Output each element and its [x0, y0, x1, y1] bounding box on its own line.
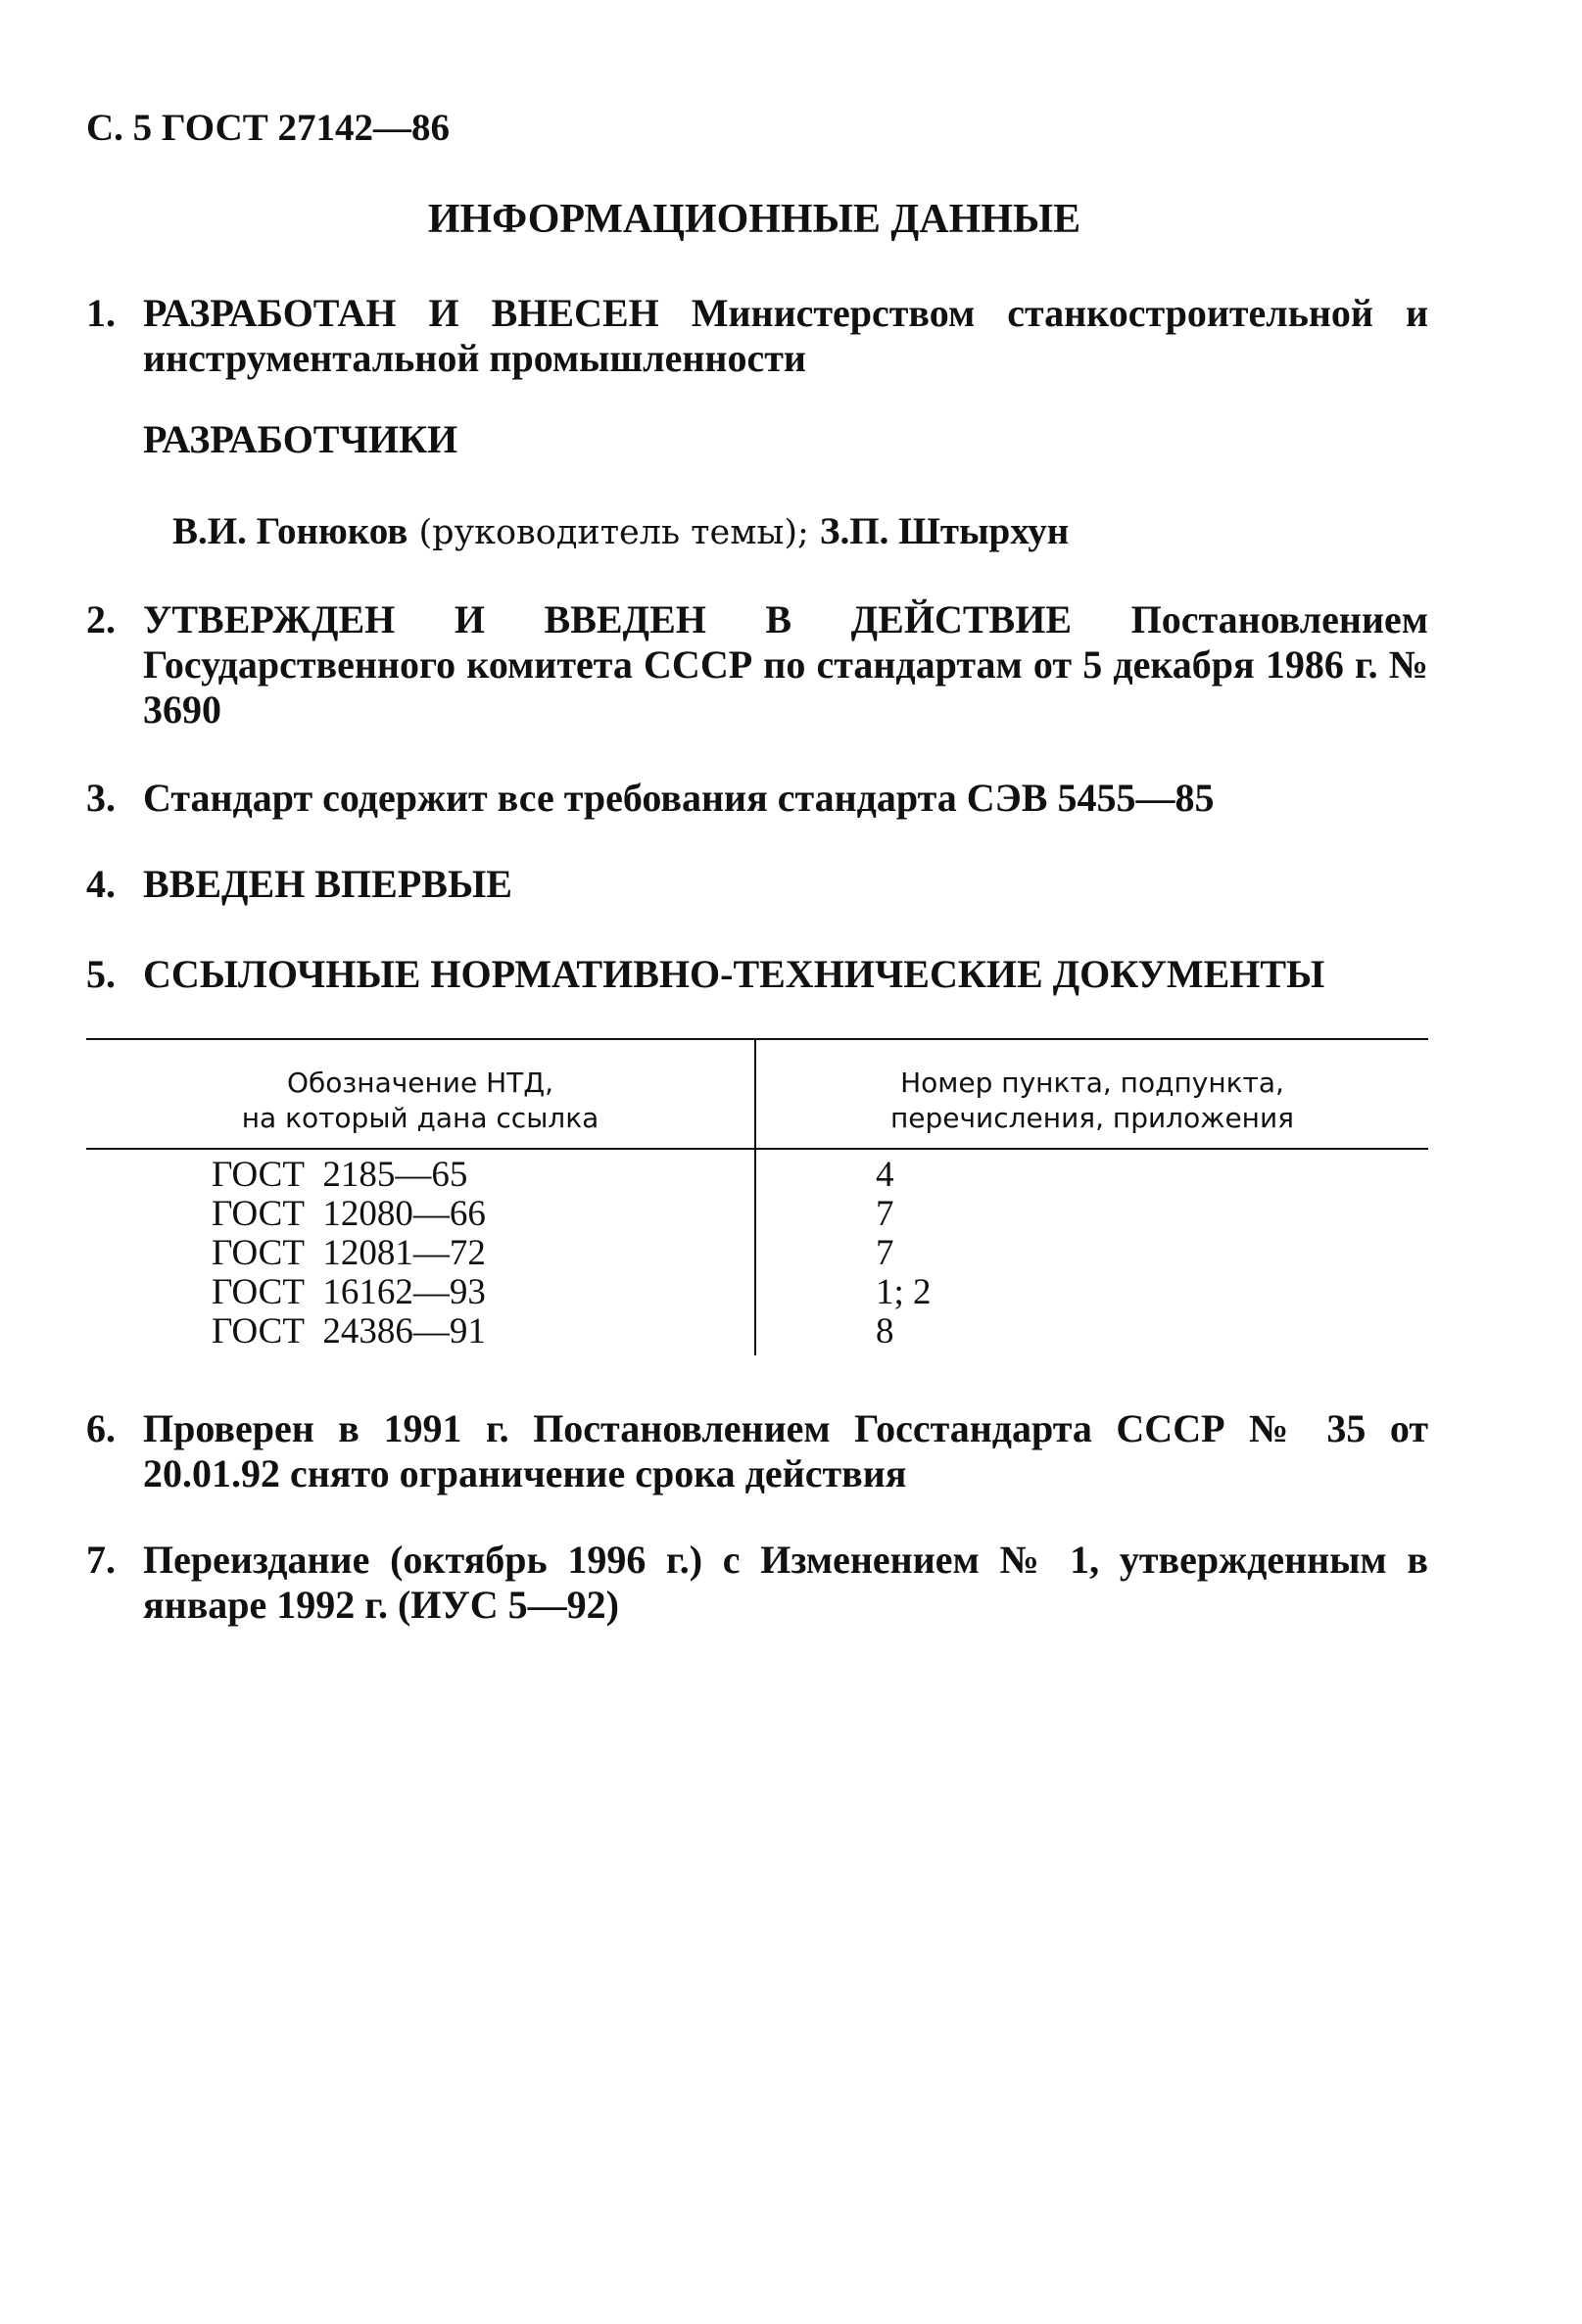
ntd-designation: ГОСТ 16162—93: [212, 1272, 486, 1312]
table-header-rule: [86, 1148, 1428, 1150]
item-number: 7.: [86, 1538, 116, 1582]
item-number: 2.: [86, 597, 116, 641]
table-top-rule: [86, 1038, 1428, 1040]
item-text: ССЫЛОЧНЫЕ НОРМАТИВНО-ТЕХНИЧЕСКИЕ ДОКУМЕНТЫ: [143, 952, 1325, 996]
column-header-designation: [86, 1066, 754, 1136]
item-text: Проверен в 1991 г. Постановлением Госстандарта СССР № 35 от 20.01.92 снято ограничение срока действия: [143, 1406, 1428, 1495]
item-text: Переиздание (октябрь 1996 г.) с Изменением № 1, утвержденным в январе 1992 г. (ИУС 5—92): [143, 1538, 1428, 1627]
table-row: [86, 1234, 1428, 1273]
document-title: ИНФОРМАЦИОННЫЕ ДАННЫЕ: [427, 197, 1081, 242]
info-item-1: [86, 291, 1428, 381]
developer-name: З.П. Штырхун: [819, 510, 1070, 552]
clause-number: 8: [876, 1311, 894, 1352]
ntd-designation: ГОСТ 12080—66: [212, 1194, 486, 1234]
item-lead: УТВЕРЖДЕН И ВВЕДЕН В ДЕЙСТВИЕ: [143, 597, 1073, 641]
page-header: С. 5 ГОСТ 27142—86: [86, 107, 450, 149]
info-item-4: [86, 862, 1428, 907]
developers-heading: РАЗРАБОТЧИКИ: [143, 417, 458, 461]
info-item-2: [86, 597, 1428, 733]
item-text: Постановлением Государственного комитета СССР по стандартам от 5 декабря 1986 г. № 3690: [143, 597, 1429, 732]
clause-number: 1; 2: [876, 1272, 932, 1312]
item-number: 1.: [86, 291, 116, 335]
developer-name: В.И. Гонюков: [172, 510, 408, 552]
column-header-clause: [756, 1066, 1428, 1136]
developer-role: (руководитель темы);: [407, 513, 820, 552]
clause-number: 7: [876, 1194, 894, 1234]
table-row: [86, 1273, 1428, 1312]
info-item-7: [86, 1538, 1428, 1628]
item-number: 5.: [86, 952, 116, 996]
ntd-designation: ГОСТ 24386—91: [212, 1311, 486, 1352]
item-lead: РАЗРАБОТАН И ВНЕСЕН: [143, 291, 659, 335]
table-row: [86, 1156, 1428, 1195]
item-number: 3.: [86, 776, 116, 820]
header-line: Обозначение НТД,: [286, 1067, 554, 1099]
ntd-designation: ГОСТ 2185—65: [212, 1155, 468, 1195]
developers-line: [172, 509, 1069, 553]
header-line: Номер пункта, подпункта,: [900, 1067, 1284, 1099]
table-body: [86, 1156, 1428, 1352]
item-text: ВВЕДЕН ВПЕРВЫЕ: [143, 862, 512, 906]
ntd-designation: ГОСТ 12081—72: [212, 1233, 486, 1273]
clause-number: 7: [876, 1233, 894, 1273]
item-text: Министерством станкостроительной и инструментальной промышленности: [143, 291, 1429, 380]
clause-number: 4: [876, 1155, 894, 1195]
table-row: [86, 1195, 1428, 1234]
header-line: на который дана ссылка: [241, 1102, 599, 1134]
item-text: Стандарт содержит все требования стандарта СЭВ 5455—85: [143, 776, 1215, 820]
info-item-3: [86, 776, 1428, 821]
info-item-5: [86, 952, 1428, 997]
item-number: 6.: [86, 1406, 116, 1450]
header-line: перечисления, приложения: [889, 1102, 1295, 1134]
table-row: [86, 1312, 1428, 1352]
info-item-6: [86, 1406, 1428, 1496]
item-number: 4.: [86, 862, 116, 906]
